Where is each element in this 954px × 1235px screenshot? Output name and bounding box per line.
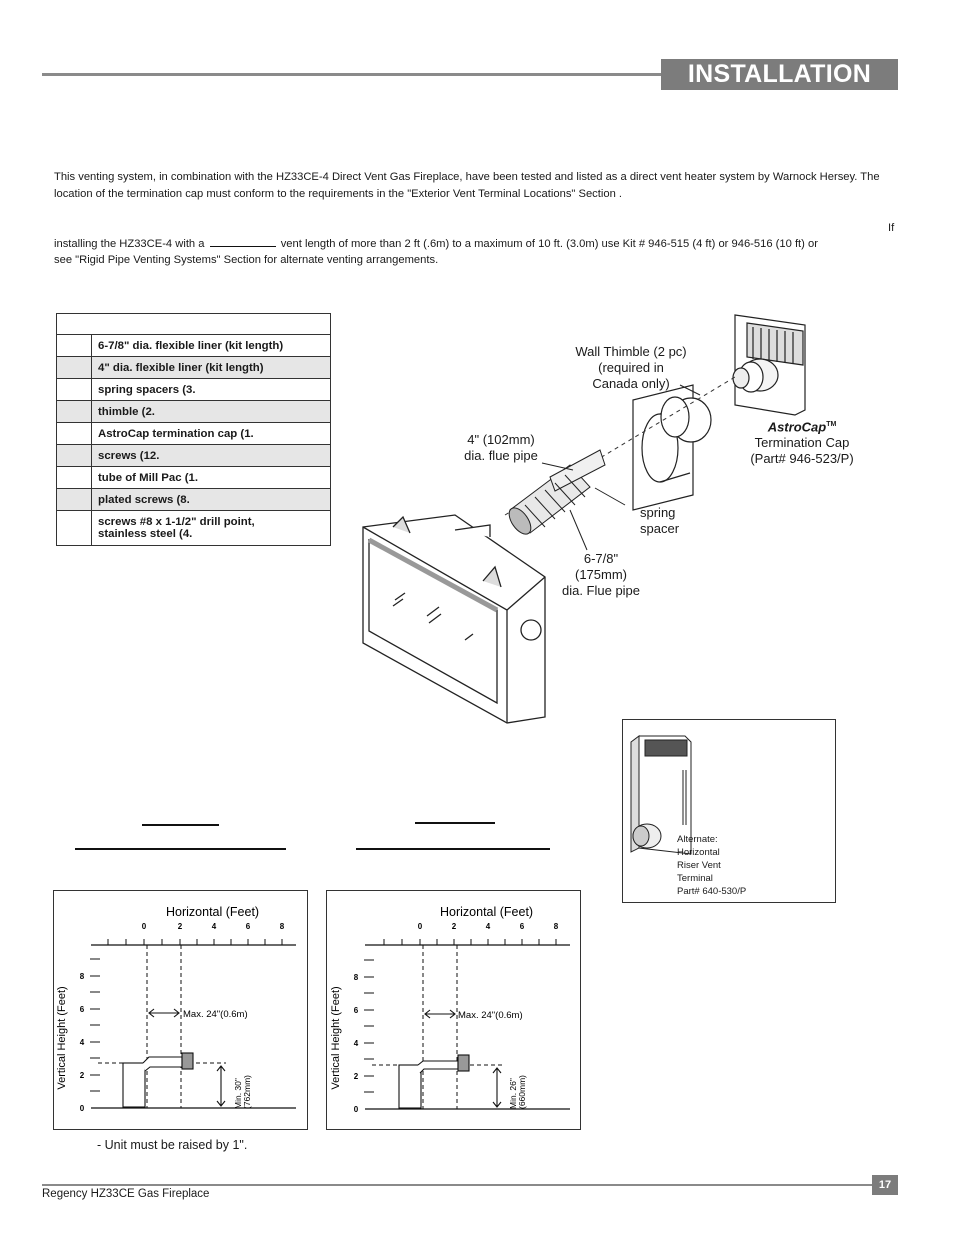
y-axis-label: Vertical Height (Feet) <box>330 986 342 1090</box>
alternate-terminal-inset <box>622 719 836 903</box>
intro-paragraph-1: This venting system, in combination with the HZ33CE-4 Direct Vent Gas Fireplace, have been tested and listed as a direct vent heater system by Warnock Hersey. The location of the termination cap must conform to the requirements in the "Exterior Vent Terminal Locations" Section . <box>54 171 880 200</box>
max-arrow <box>425 1010 455 1018</box>
table-cell: spring spacers (3. <box>92 379 331 401</box>
table-cell: thimble (2. <box>92 401 331 423</box>
guide-lines <box>98 945 226 1108</box>
intro-paragraph-2-line2: see "Rigid Pipe Venting Systems" Section for alternate venting arrangements. <box>54 254 439 266</box>
x-tick-labels <box>142 922 285 931</box>
heading-rule <box>75 848 286 850</box>
svg-text:(660mm): (660mm) <box>517 1074 527 1109</box>
heading-rule <box>142 824 219 826</box>
footer-title: Regency HZ33CE Gas Fireplace <box>42 1188 210 1200</box>
blank-line <box>210 237 276 247</box>
table-row <box>57 445 331 467</box>
y-tick-label: 2 <box>353 1072 359 1081</box>
y-tick-label: 4 <box>79 1038 85 1047</box>
svg-text:Min. 26": Min. 26" <box>508 1078 518 1109</box>
kit-contents-table <box>56 313 331 546</box>
min-label <box>233 1075 252 1109</box>
table-cell: AstroCap termination cap (1. <box>92 423 331 445</box>
footer-rule <box>42 1184 874 1186</box>
heading-rule <box>415 822 495 824</box>
y-tick-label: 8 <box>353 973 359 982</box>
max-arrow <box>149 1009 179 1017</box>
table-row <box>57 401 331 423</box>
chart-title: Horizontal (Feet) <box>166 905 260 919</box>
table-row <box>57 379 331 401</box>
intro-text-b: vent length of more than 2 ft (.6m) to a maximum of 10 ft. (3.0m) use Kit # 946-515 (4 ft) or 946-516 (10 ft) or <box>280 238 818 250</box>
x-tick-label: 4 <box>211 922 217 931</box>
unit-figure <box>123 1053 193 1107</box>
table-cell: 6-7/8" dia. flexible liner (kit length) <box>92 335 331 357</box>
wall-thimble-label: Wall Thimble (2 pc) (required in Canada only) <box>575 344 687 391</box>
wall-thimble-drawing <box>633 385 711 510</box>
x-tick-label: 6 <box>519 922 525 931</box>
x-tick-label: 2 <box>177 922 183 931</box>
flue-pipe-4-label: 4" (102mm) dia. flue pipe <box>464 432 538 463</box>
x-tick-label: 2 <box>451 922 457 931</box>
table-cell: screws #8 x 1-1/2" drill point, stainless steel (4. <box>92 511 331 546</box>
y-tick-label: 4 <box>353 1039 359 1048</box>
y-tick-label: 0 <box>353 1105 359 1114</box>
chart-title: Horizontal (Feet) <box>440 905 534 919</box>
table-row <box>57 489 331 511</box>
y-tick-label: 2 <box>79 1071 85 1080</box>
x-tick-label: 4 <box>485 922 491 931</box>
page-number: 17 <box>872 1175 898 1195</box>
x-tick-label: 6 <box>245 922 251 931</box>
spring-spacer-label: spring spacer <box>640 505 680 536</box>
intro-paragraph-2-line1 <box>54 236 818 253</box>
y-tick-label: 8 <box>79 972 85 981</box>
min-arrow <box>217 1066 225 1106</box>
max-label: Max. 24"(0.6m) <box>183 1009 248 1020</box>
table-row <box>57 357 331 379</box>
y-tick-labels <box>80 972 85 1113</box>
table-cell: tube of Mill Pac (1. <box>92 467 331 489</box>
vent-clearance-chart-1 <box>53 890 308 1130</box>
y-axis-ticks <box>90 959 100 1091</box>
intro-paragraph-2-if: If <box>888 222 895 234</box>
y-axis-label: Vertical Height (Feet) <box>56 986 68 1090</box>
svg-text:Min. 30": Min. 30" <box>233 1078 243 1109</box>
x-tick-label: 8 <box>279 922 285 931</box>
section-title: INSTALLATION <box>661 59 898 90</box>
raise-unit-note: - Unit must be raised by 1". <box>97 1138 248 1152</box>
inset-caption: Alternate: Horizontal Riser Vent Terminal Part# 640-530/P <box>677 834 747 897</box>
min-label <box>508 1075 527 1109</box>
table-row <box>57 467 331 489</box>
y-tick-label: 0 <box>79 1104 85 1113</box>
table-row <box>57 511 331 546</box>
x-axis-ticks <box>384 939 556 945</box>
guide-lines <box>372 945 502 1109</box>
x-tick-label: 8 <box>553 922 559 931</box>
y-tick-label: 6 <box>79 1005 85 1014</box>
y-tick-label: 6 <box>353 1006 359 1015</box>
vent-clearance-chart-2 <box>326 890 581 1130</box>
x-axis-ticks <box>108 939 282 945</box>
chart-svg-2 <box>327 891 580 1129</box>
max-label: Max. 24"(0.6m) <box>458 1010 523 1021</box>
table-row <box>57 423 331 445</box>
x-tick-label: 0 <box>417 922 423 931</box>
heading-rule <box>356 848 550 850</box>
table-cell: screws (12. <box>92 445 331 467</box>
header-rule <box>42 73 662 76</box>
table-cell: plated screws (8. <box>92 489 331 511</box>
flue-pipe-6-label: 6-7/8" (175mm) dia. Flue pipe <box>561 551 641 598</box>
astrocap-cap-drawing <box>733 315 805 415</box>
y-tick-labels <box>354 973 359 1114</box>
chart-svg-1 <box>54 891 307 1129</box>
fireplace-unit-drawing <box>363 515 545 723</box>
astrocap-label: AstroCap™ Termination Cap (Part# 946-523/P) <box>750 419 854 467</box>
y-axis-ticks <box>364 960 374 1092</box>
x-tick-labels <box>418 922 559 931</box>
min-arrow <box>493 1068 501 1107</box>
table-row <box>57 335 331 357</box>
intro-text-a: installing the HZ33CE-4 with a <box>54 238 205 250</box>
table-header-row <box>57 314 331 335</box>
unit-figure <box>399 1055 469 1108</box>
table-cell: 4" dia. flexible liner (kit length) <box>92 357 331 379</box>
svg-text:(762mm): (762mm) <box>242 1074 252 1109</box>
x-tick-label: 0 <box>141 922 147 931</box>
